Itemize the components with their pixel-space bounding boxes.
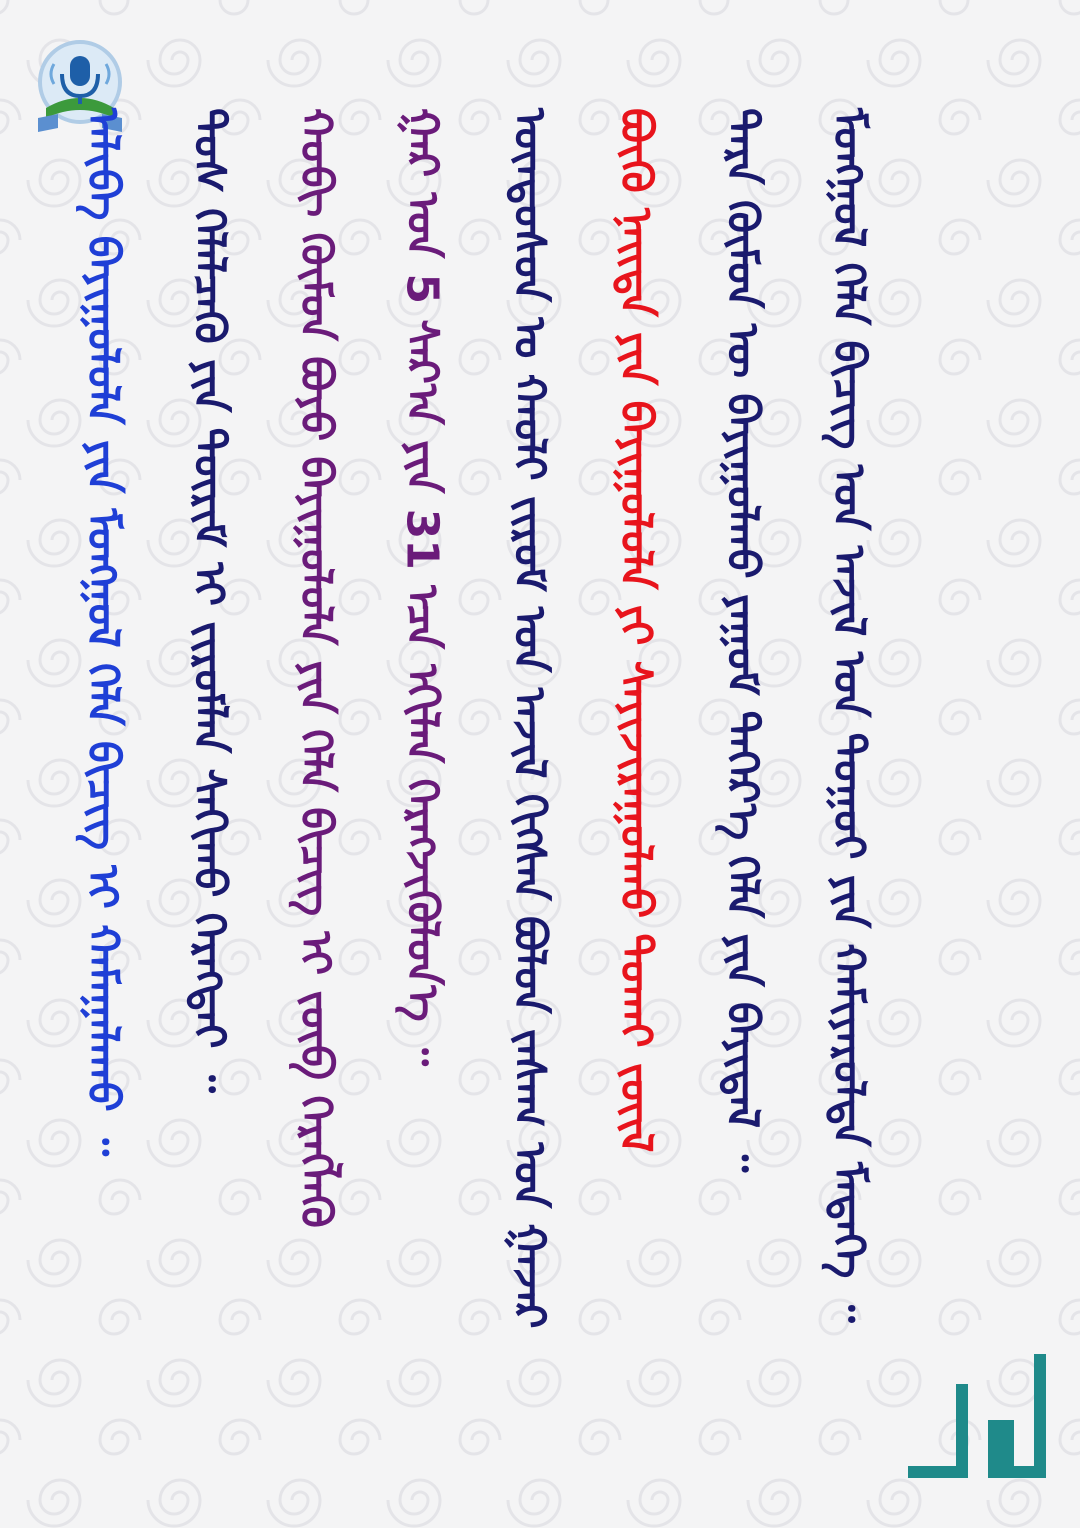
corner-ornament-icon <box>904 1354 1054 1484</box>
text-column-3: ᠪᠦᠬᠦ ᠨᠡᠢᠲᠡ ᠶᠢᠨ ᠪᠠᠶᠢᠭᠤᠯᠤᠯᠠ ᠶᠢ ᠰᠠᠶᠢᠵᠢᠷᠠᠭᠤᠯᠬᠤ ᠲᠤᠬᠠᠢ ᠵᠦᠢᠯ <box>609 108 661 1153</box>
text-column-2: ᠲᠡᠷᠡ ᠬᠦᠮᠦᠨ ᠦ ᠪᠠᠶᠢᠭᠤᠯᠬᠤ ᠶᠠᠭᠤᠮ ᠳᠡᠭᠡᠷ᠎ᠡ ᠬᠡᠯᠡ ᠶᠢᠨ ᠪᠠᠶᠢᠳᠠᠯ ᠃ <box>716 108 768 1173</box>
text-column-5: ᠭᠠᠷ ᠤᠨ 5 ᠰᠠᠷ᠎ᠠ ᠶᠢᠨ 31 ᠡᠴᠡ ᠡᠬᠢᠯᠡᠨ ᠬᠡᠷᠡᠭᠵᠢᠭᠦᠯᠦᠨ᠎ᠡ ᠃ <box>396 108 448 1066</box>
text-column-6: ᠬᠤᠪᠢ ᠬᠦᠮᠦᠨ ᠪᠤᠶᠤ ᠪᠠᠶᠢᠭᠤᠯᠤᠯᠠ ᠶᠢᠨ ᠬᠡᠯᠡ ᠪᠢᠴᠢᠭ ᠢ ᠵᠦᠪ ᠬᠡᠷᠡᠭᠯᠡᠬᠦ <box>290 108 342 1228</box>
mongolian-text-columns <box>70 108 880 1438</box>
text-column-1: ᠮᠣᠩᠭᠣᠯ ᠬᠡᠯᠡ ᠪᠢᠴᠢᠭ ᠤᠨ ᠠᠵᠢᠯ ᠤᠨ ᠲᠤᠭᠤᠢ ᠶᠢᠨ ᠬᠠᠮᠢᠶᠠᠷᠤᠯᠲᠠ ᠮᠡᠳᠡᠭᠡ ᠃ <box>822 108 874 1323</box>
text-column-7: ᠲᠤᠰ ᠬᠡᠯᠡᠯᠴᠡᠬᠦ ᠶᠢᠨ ᠳᠦᠷᠢᠮ ᠢ ᠵᠢᠷᠤᠮᠯᠠᠨ ᠰᠠᠬᠢᠬᠤ ᠬᠡᠷᠡᠭᠲᠡᠢ ᠃ <box>183 108 235 1093</box>
text-column-4: ᠦᠨᠳᠦᠰᠦᠨ ᠤ ᠬᠠᠤᠯᠢ ᠵᠢᠷᠤᠮ ᠤᠨ ᠠᠵᠢᠯ ᠬᠢᠭᠰᠡᠨ ᠪᠣᠯᠤᠨ ᠵᠠᠰᠠᠭ ᠤᠨ ᠭᠠᠵᠠᠷ <box>503 108 555 1329</box>
text-column-8: ᠠᠯᠢᠪᠠ ᠪᠠᠶᠢᠭᠤᠯᠤᠯᠠ ᠶᠢᠨ ᠮᠣᠩᠭᠣᠯ ᠬᠡᠯᠡ ᠪᠢᠴᠢᠭ ᠢ ᠬᠠᠮᠠᠭᠠᠯᠠᠬᠤ ᠃ <box>77 108 128 1157</box>
